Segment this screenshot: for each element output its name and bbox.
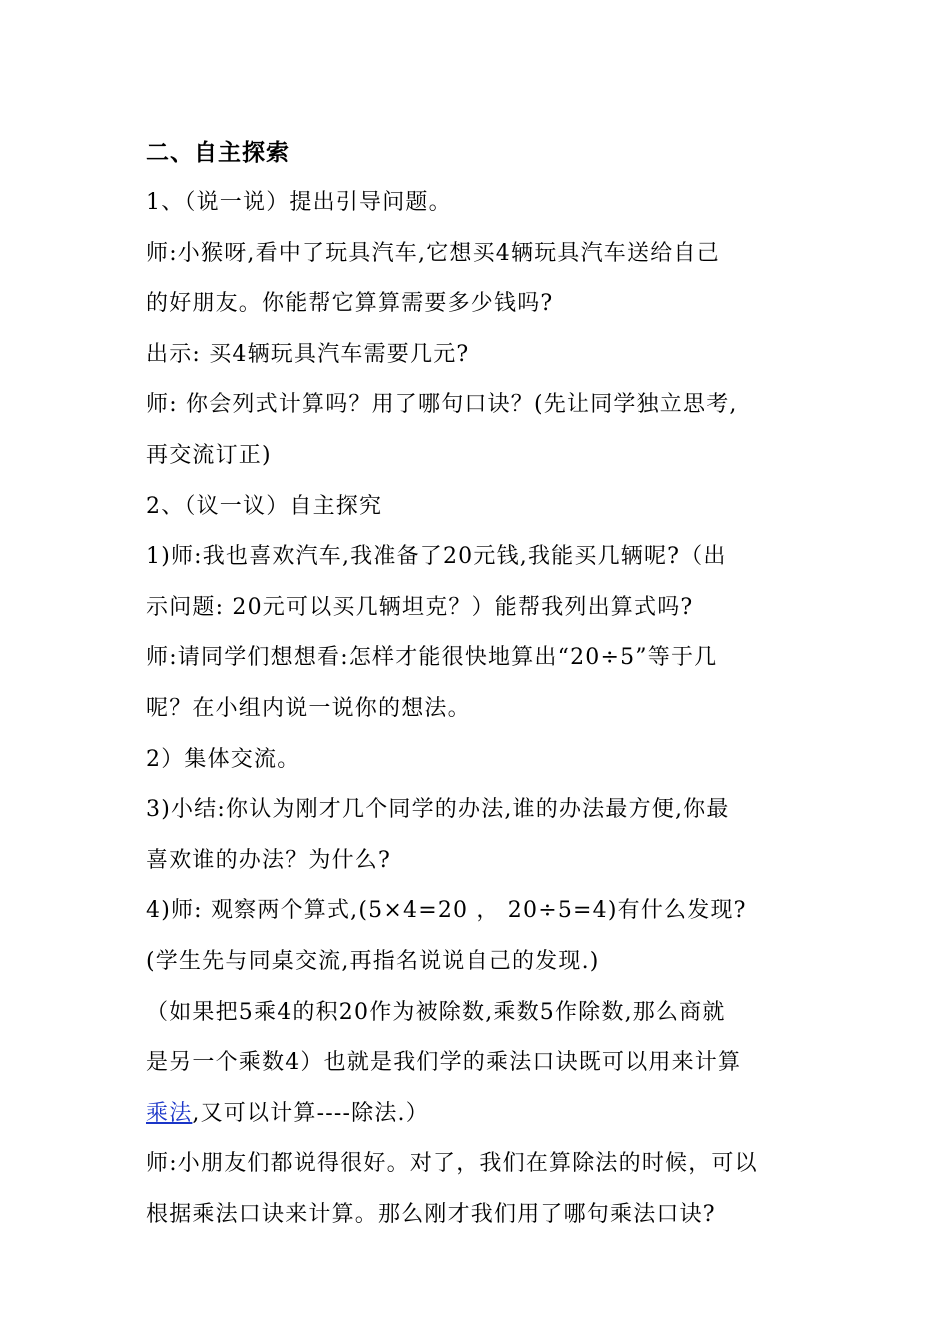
text-line-19-rest: ,又可以计算----除法.） bbox=[192, 1100, 429, 1126]
text-line-13: 3)小结:你认为刚才几个同学的办法,谁的办法最方便,你最 bbox=[146, 797, 730, 823]
text-line-14: 喜欢谁的办法？为什么? bbox=[146, 847, 391, 873]
section-heading: 二、自主探索 bbox=[146, 140, 290, 166]
text-line-18: 是另一个乘数4）也就是我们学的乘法口诀既可以用来计算 bbox=[146, 1050, 742, 1076]
text-line-11: 呢？在小组内说一说你的想法。 bbox=[146, 695, 471, 721]
document-body bbox=[146, 128, 816, 1240]
text-line-1: 1、（说一说）提出引导问题。 bbox=[146, 190, 452, 215]
text-line-10: 师:请同学们想想看:怎样才能很快地算出“20÷5”等于几 bbox=[146, 645, 718, 671]
text-line-17: （如果把5乘4的积20作为被除数,乘数5作除数,那么商就 bbox=[146, 999, 726, 1025]
text-line-8: 1)师:我也喜欢汽车,我准备了20元钱,我能买几辆呢?（出 bbox=[146, 544, 727, 570]
text-line-4: 出示: 买4辆玩具汽车需要几元? bbox=[146, 341, 470, 367]
text-line-2: 师:小猴呀,看中了玩具汽车,它想买4辆玩具汽车送给自己 bbox=[146, 240, 720, 266]
text-line-12: 2）集体交流。 bbox=[146, 746, 301, 772]
text-line-19 bbox=[146, 1089, 816, 1140]
text-line-3: 的好朋友。你能帮它算算需要多少钱吗? bbox=[146, 291, 554, 317]
text-line-16: (学生先与同桌交流,再指名说说自己的发现.) bbox=[146, 948, 600, 974]
text-line-20: 师:小朋友们都说得很好。对了，我们在算除法的时候，可以 bbox=[146, 1151, 758, 1177]
text-line-15: 4)师: 观察两个算式,(5×4=20 ， 20÷5=4)有什么发现? bbox=[146, 898, 747, 924]
text-line-21: 根据乘法口诀来计算。那么刚才我们用了哪句乘法口诀? bbox=[146, 1201, 716, 1227]
text-line-9: 示问题: 20元可以买几辆坦克？）能帮我列出算式吗? bbox=[146, 594, 694, 620]
multiplication-link[interactable]: 乘法 bbox=[146, 1100, 193, 1126]
text-line-6: 再交流订正) bbox=[146, 442, 272, 468]
text-line-7: 2、（议一议）自主探究 bbox=[146, 493, 383, 519]
text-line-5: 师: 你会列式计算吗？用了哪句口诀？(先让同学独立思考, bbox=[146, 392, 738, 418]
